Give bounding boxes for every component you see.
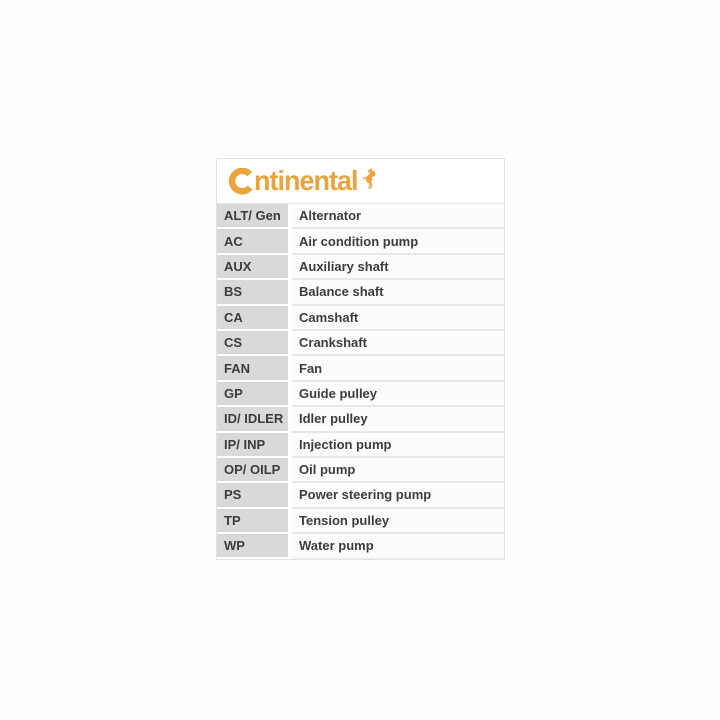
abbreviation-text: WP <box>224 538 245 554</box>
meaning-text: Oil pump <box>299 462 356 478</box>
meaning-text: Tension pulley <box>299 512 390 528</box>
table-row <box>217 204 504 229</box>
meaning-text: Water pump <box>299 538 374 554</box>
meaning-text: Injection pump <box>299 436 392 452</box>
meaning-text: Camshaft <box>299 309 359 325</box>
table-row <box>217 331 504 356</box>
meaning-cell <box>292 306 504 331</box>
abbreviation-text: ALT/ Gen <box>224 208 281 224</box>
continental-logo <box>227 165 378 196</box>
table-row <box>217 280 504 305</box>
table-row <box>217 433 504 458</box>
meaning-cell <box>292 433 504 458</box>
table-row <box>217 509 504 534</box>
abbreviation-text: AC <box>224 233 243 249</box>
abbreviation-cell <box>217 382 288 407</box>
abbreviation-text: TP <box>224 512 241 528</box>
meaning-cell <box>292 356 504 381</box>
table-row <box>217 306 504 331</box>
abbreviation-legend-card <box>216 158 505 560</box>
meaning-cell <box>292 382 504 407</box>
abbreviation-cell <box>217 509 288 534</box>
abbreviation-text: CA <box>224 309 243 325</box>
abbreviation-text: PS <box>224 487 242 503</box>
abbreviation-text: OP/ OILP <box>224 462 281 478</box>
abbreviation-cell <box>217 229 288 254</box>
meaning-text: Auxiliary shaft <box>299 258 389 274</box>
meaning-cell <box>292 229 504 254</box>
meaning-cell <box>292 280 504 305</box>
brand-header <box>217 159 504 204</box>
meaning-text: Power steering pump <box>299 487 432 503</box>
meaning-cell <box>292 458 504 483</box>
abbreviation-text: BS <box>224 284 243 300</box>
abbreviation-text: IP/ INP <box>224 436 266 452</box>
abbreviation-text: ID/ IDLER <box>224 411 284 427</box>
abbreviation-cell <box>217 331 288 356</box>
abbreviation-cell <box>217 483 288 508</box>
table-row <box>217 255 504 280</box>
logo-wordmark: ntinental <box>254 165 358 196</box>
meaning-cell <box>292 534 504 559</box>
abbreviation-cell <box>217 204 288 229</box>
legend-table-body <box>217 204 504 559</box>
meaning-cell <box>292 255 504 280</box>
abbreviation-cell <box>217 306 288 331</box>
abbreviation-text: AUX <box>224 258 252 274</box>
meaning-cell <box>292 509 504 534</box>
abbreviation-cell <box>217 280 288 305</box>
table-row <box>217 356 504 381</box>
meaning-cell <box>292 483 504 508</box>
meaning-text: Fan <box>299 360 323 376</box>
meaning-text: Crankshaft <box>299 335 367 351</box>
table-row <box>217 458 504 483</box>
abbreviation-text: GP <box>224 385 243 401</box>
meaning-cell <box>292 407 504 432</box>
abbreviation-cell <box>217 433 288 458</box>
abbreviation-cell <box>217 534 288 559</box>
meaning-cell <box>292 331 504 356</box>
abbreviation-cell <box>217 255 288 280</box>
abbreviation-text: CS <box>224 335 243 351</box>
abbreviation-cell <box>217 458 288 483</box>
c-ring-icon <box>227 168 254 195</box>
meaning-text: Guide pulley <box>299 385 378 401</box>
rearing-horse-icon <box>362 167 378 189</box>
meaning-text: Idler pulley <box>299 411 368 427</box>
meaning-text: Balance shaft <box>299 284 384 300</box>
abbreviation-text: FAN <box>224 360 250 376</box>
table-row <box>217 534 504 559</box>
table-row <box>217 407 504 432</box>
meaning-text: Alternator <box>299 208 362 224</box>
table-row <box>217 483 504 508</box>
meaning-cell <box>292 204 504 229</box>
table-row <box>217 229 504 254</box>
meaning-text: Air condition pump <box>299 233 419 249</box>
abbreviation-cell <box>217 407 288 432</box>
table-row <box>217 382 504 407</box>
abbreviation-cell <box>217 356 288 381</box>
